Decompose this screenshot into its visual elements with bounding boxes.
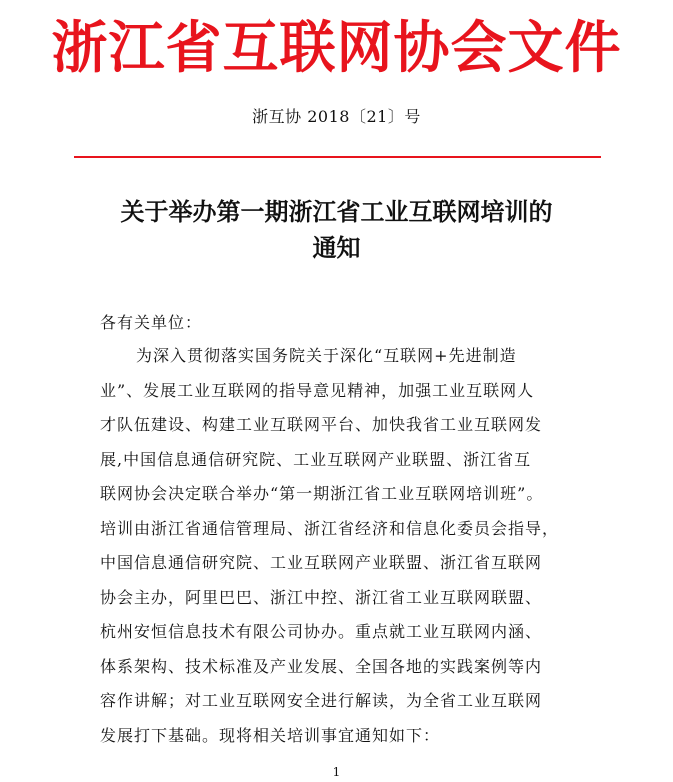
- body-line: 才队伍建设、构建工业互联网平台、加快我省工业互联网发: [100, 415, 543, 434]
- page-number: 1: [332, 765, 341, 779]
- body-line: 发展打下基础。现将相关培训事宜通知如下：: [100, 725, 441, 745]
- body-line: 中国信息通信研究院、工业互联网产业联盟、浙江省互联网: [100, 553, 543, 572]
- letterhead-title: 浙江省互联网协会文件: [51, 15, 622, 81]
- body-line: 展,中国信息通信研究院、工业互联网产业联盟、浙江省互: [100, 449, 532, 469]
- body-line: 业”、发展工业互联网的指导意见精神，加强工业互联网人: [100, 380, 535, 400]
- body-line: 联网协会决定联合举办“第一期浙江省工业互联网培训班”。: [100, 484, 544, 503]
- notice-title-line-2: 通知: [312, 233, 361, 262]
- body-line: 杭州安恒信息技术有限公司协办。重点就工业互联网内涵、: [100, 622, 543, 641]
- document-number: 浙互协 2018〔21〕号: [252, 107, 421, 126]
- body-line: 体系架构、技术标准及产业发展、全国各地的实践案例等内: [100, 656, 543, 676]
- notice-title-line-1: 关于举办第一期浙江省工业互联网培训的: [120, 197, 553, 226]
- body-line: 协会主办，阿里巴巴、浙江中控、浙江省工业互联网联盟、: [100, 587, 543, 607]
- body-line: 为深入贯彻落实国务院关于深化“互联网+先进制造: [136, 346, 517, 365]
- body-line: 容作讲解；对工业互联网安全进行解读，为全省工业互联网: [100, 691, 543, 710]
- letterhead-red-rule: [74, 156, 601, 158]
- body-line: 培训由浙江省通信管理局、浙江省经济和信息化委员会指导，: [100, 518, 560, 538]
- salutation: 各有关单位：: [100, 313, 203, 332]
- body-paragraph: [100, 345, 578, 759]
